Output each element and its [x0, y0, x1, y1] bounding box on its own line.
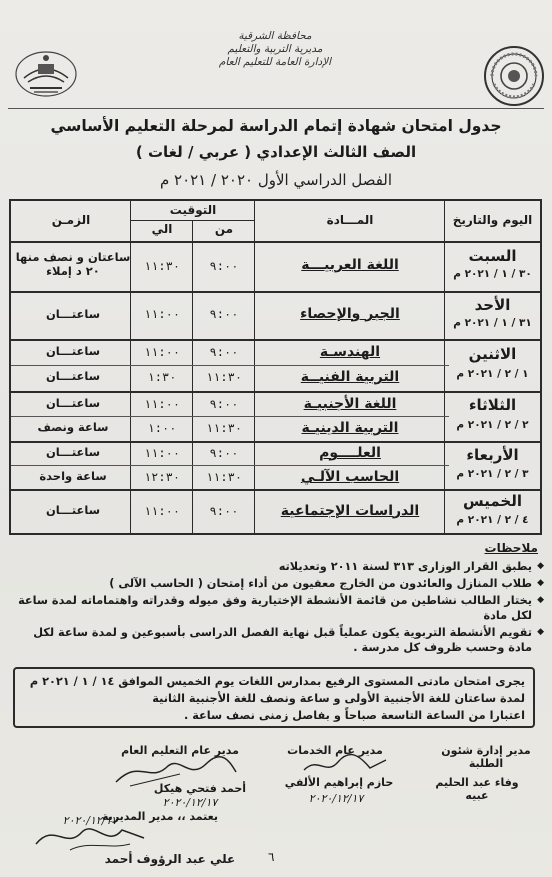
day-name: السبت — [468, 247, 517, 265]
students-affairs-name: وفاء عبد الحليم عبيه — [435, 776, 519, 802]
day-name: الاثنين — [468, 345, 517, 363]
grade-title: الصف الثالث الإعدادي ( عربي / لغات ) — [135, 143, 417, 161]
row-divider — [11, 416, 449, 417]
services-signature-icon — [300, 752, 390, 778]
time-to: ١:٠٠ — [147, 421, 177, 435]
education-signature-icon — [110, 752, 240, 788]
exam-schedule-table — [9, 199, 542, 535]
duration: ساعة ونصف — [37, 420, 109, 434]
time-from: ٩:٠٠ — [209, 446, 239, 460]
services-name: حازم إبراهيم الألفي — [284, 776, 394, 789]
time-to: ١١:٠٠ — [143, 446, 181, 460]
time-to: ١٢:٣٠ — [143, 470, 181, 484]
subject-name: الهندسـة — [319, 344, 381, 360]
time-from: ٩:٠٠ — [209, 307, 239, 321]
director-signature-icon — [30, 820, 150, 854]
students-affairs-title: مدير إدارة شئون الطلبة — [441, 744, 531, 770]
notes-list — [8, 559, 544, 657]
schedule-day-thursday — [11, 489, 540, 533]
notice-line: يجرى امتحان مادتى المستوى الرفيع بمدارس اللغات يوم الخميس الموافق ١٤ / ١ / ٢٠٢١ م — [29, 675, 525, 688]
time-to: ١١:٠٠ — [143, 504, 181, 518]
header-day: اليوم والتاريخ — [452, 213, 533, 227]
document-title: جدول امتحان شهادة إتمام الدراسة لمرحلة التعليم الأساسي — [50, 117, 502, 135]
duration: ساعتـــان — [45, 396, 101, 410]
subject-name: اللغة العربيـــة — [301, 257, 399, 273]
header-to: الي — [151, 222, 173, 236]
row-divider — [11, 465, 449, 466]
term-title: الفصل الدراسي الأول ٢٠٢٠ / ٢٠٢١ م — [159, 171, 393, 189]
time-from: ١١:٣٠ — [205, 421, 243, 435]
time-from: ٩:٠٠ — [209, 345, 239, 359]
day-name: الأحد — [474, 296, 511, 314]
schedule-day-monday — [11, 339, 540, 393]
general-education-title: مدير عام التعليم العام — [121, 744, 239, 757]
schedule-day-tuesday — [11, 391, 540, 443]
gov-line-department: الإدارة العامة للتعليم العام — [218, 56, 332, 68]
table-header — [11, 201, 540, 243]
duration: ساعة واحدة — [39, 469, 107, 483]
header-divider — [8, 108, 544, 109]
day-date: ١ / ٢ / ٢٠٢١ م — [456, 368, 529, 380]
gov-line-directorate: مديرية التربية والتعليم — [227, 43, 323, 55]
time-from: ١١:٣٠ — [205, 470, 243, 484]
note-item: ◆ يختار الطالب نشاطين من قائمة الأنشطة الإختيارية وفق ميوله وقدراته واهتماماته لمدة ساعة لكل مادة — [8, 593, 544, 623]
notice-line: لمدة ساعتان للغة الأجنبية الأولى و ساعة ونصف للغة الأجنبية الثانية — [152, 692, 525, 705]
time-to: ١١:٠٠ — [143, 397, 181, 411]
subject-name: الحاسب الآلـي — [300, 469, 400, 485]
subject-name: التربية الفنيــة — [300, 369, 400, 385]
subject-name: اللغة الأجنبيـة — [303, 396, 397, 412]
time-from: ٩:٠٠ — [209, 397, 239, 411]
schedule-day-saturday — [11, 241, 540, 293]
directorate-seal-icon — [482, 44, 546, 108]
duration: ساعتان و نصف منها ٢٠ د إملاء — [15, 250, 131, 278]
schedule-day-sunday — [11, 291, 540, 341]
government-header — [200, 30, 350, 69]
day-date: ٣١ / ١ / ٢٠٢١ م — [453, 317, 532, 329]
subject-name: العلــــوم — [319, 445, 381, 461]
duration: ساعتـــان — [45, 344, 101, 358]
services-title: مدير عام الخدمات — [287, 744, 383, 757]
day-date: ٣ / ٢ / ٢٠٢١ م — [456, 468, 529, 480]
services-date: ٢٠٢٠/١٢/١٧ — [308, 792, 364, 805]
day-name: الخميس — [463, 492, 522, 510]
subject-name: الجبر والإحصاء — [300, 306, 400, 322]
time-from: ١١:٣٠ — [205, 370, 243, 384]
note-item: ◆ يطبق القرار الوزارى ٣١٣ لسنة ٢٠١١ وتعديلاته — [8, 559, 544, 574]
approve-label: يعتمد ،، مدير المديرية — [102, 810, 218, 823]
ministry-emblem-icon — [10, 44, 82, 104]
header-timing: التوقيت — [169, 203, 217, 217]
duration: ساعتـــان — [45, 503, 101, 517]
gov-line-governorate: محافظة الشرقية — [238, 30, 312, 42]
day-name: الثلاثاء — [468, 396, 517, 414]
duration: ساعتـــان — [45, 445, 101, 459]
general-education-name: أحمد فتحي هيكل — [153, 782, 247, 795]
time-to: ١١:٣٠ — [143, 259, 181, 273]
header-duration: الزمـن — [51, 213, 91, 227]
subject-name: التربية الدينيـة — [301, 420, 399, 436]
header-from: من — [214, 222, 234, 236]
day-name: الأربعاء — [466, 446, 519, 464]
time-from: ٩:٠٠ — [209, 504, 239, 518]
day-date: ٣٠ / ١ / ٢٠٢١ م — [453, 268, 532, 280]
time-to: ١١:٠٠ — [143, 307, 181, 321]
approve-date: ٢٠٢٠/١٢/١٧ — [62, 814, 118, 827]
subject-name: الدراسات الإجتماعية — [280, 503, 420, 519]
duration: ساعتـــان — [45, 307, 101, 321]
notice-line: اعتبارا من الساعة التاسعة صباحاً و بفاصل زمنى نصف ساعة . — [183, 709, 525, 722]
schedule-day-wednesday — [11, 441, 540, 491]
high-level-exam-notice — [13, 667, 535, 728]
time-from: ٩:٠٠ — [209, 259, 239, 273]
director-name: علي عبد الرؤوف أحمد — [104, 852, 236, 866]
general-education-date: ٢٠٢٠/١٢/١٧ — [162, 796, 218, 809]
duration: ساعتـــان — [45, 369, 101, 383]
time-to: ١١:٠٠ — [143, 345, 181, 359]
day-date: ٤ / ٢ / ٢٠٢١ م — [456, 514, 529, 526]
note-item: ◆ طلاب المنازل والعائدون من الخارج معفيون من أداء إمتحان ( الحاسب الآلى ) — [8, 576, 544, 591]
day-date: ٢ / ٢ / ٢٠٢١ م — [456, 419, 529, 431]
header-subject: المـــادة — [326, 213, 374, 227]
notes-heading: ملاحظات — [484, 541, 538, 555]
page-number: ٦ — [268, 850, 275, 864]
time-to: ١:٣٠ — [147, 370, 177, 384]
note-item: ◆ تقويم الأنشطة التربوية يكون عملياً قبل نهاية الفصل الدراسى بأسبوعين و لمدة ساعة لكل مادة وحسب ظروف كل مدرسة . — [8, 625, 544, 655]
row-divider — [11, 365, 449, 366]
